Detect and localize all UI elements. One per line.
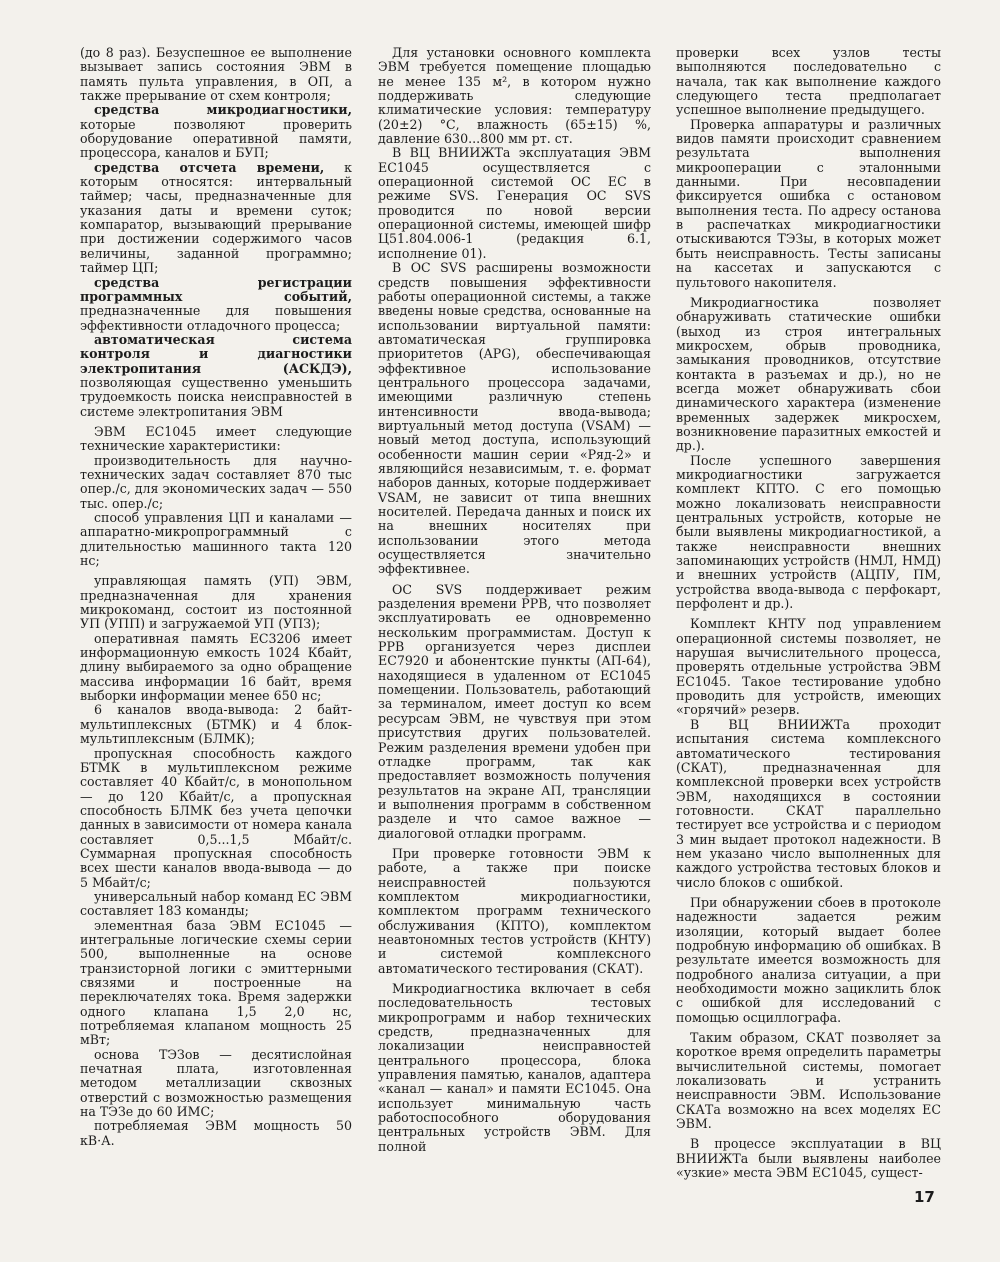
text-column-2 xyxy=(378,46,651,1154)
text-column-1 xyxy=(80,46,352,1148)
paragraph-text: которые позволяют проверить оборудование оперативной памяти, процессора, каналов и БУП; xyxy=(80,116,352,161)
paragraph xyxy=(676,296,941,454)
paragraph-bold-lead: средства микродиагностики, xyxy=(94,102,352,118)
paragraph xyxy=(80,511,352,568)
paragraph-text: (до 8 раз). Безуспешное ее выполнение вызывает запись состояния ЭВМ в память пульта управления, в ОП, а также прерывание от схем контроля; xyxy=(80,45,352,104)
paragraph-text: управляющая память (УП) ЭВМ, предназначенная для хранения микрокоманд, состоит из постоянной УП (УПП) и загружаемой УП (УПЗ); xyxy=(80,573,352,632)
paragraph xyxy=(378,982,651,1154)
paragraph-text: Таким образом, СКАТ позволяет за короткое время определить параметры вычислительной системы, помогает локализовать и устранить неисправности ЭВМ. Использование СКАТа возможно на всех моделях ЕС ЭВМ. xyxy=(676,1030,941,1132)
paragraph xyxy=(80,1048,352,1120)
paragraph xyxy=(676,896,941,1025)
paragraph xyxy=(80,46,352,103)
paragraph xyxy=(378,583,651,841)
paragraph-text: Микродиагностика включает в себя последовательность тестовых микропрограмм и набор технических средств, предназначенных для локализации неисправностей центрального процессора, блока управления памятью, каналов, адаптера «канал — канал» и памяти ЕС1045. Она использует минимальную часть работоспособного оборудования центральных устройств ЭВМ. Для полной xyxy=(378,981,651,1154)
paragraph-text: потребляемая ЭВМ мощность 50 кВ·А. xyxy=(80,1118,352,1148)
paragraph-text: ОС SVS поддерживает режим разделения времени РРВ, что позволяет эксплуатировать ее одновременно нескольким программистам. Доступ к РРВ организуется через дисплеи ЕС7920 и абонентские пункты (АП-64), находящиеся в удаленном от ЕС1045 помещении. Пользователь, работающий за терминалом, имеет доступ ко всем ресурсам ЭВМ, не чувствуя при этом присутствия других пользователей. Режим разделения времени удобен при отладке программ, так как предоставляет возможность получения результатов на экране АП, трансляции и выполнения программ в собственном разделе и что самое важное — диалоговой отладки программ. xyxy=(378,581,651,841)
paragraph xyxy=(80,919,352,1048)
paragraph xyxy=(80,747,352,890)
paragraph xyxy=(80,890,352,919)
paragraph xyxy=(676,617,941,717)
paragraph-text: Микродиагностика позволяет обнаруживать статические ошибки (выход из строя интегральных микросхем, обрыв проводника, замыкания проводников, отсутствие контакта в разъемах и др.), но не всегда может обнаруживать сбои динамического характера (изменение временных задержек микросхем, возникновение паразитных емкостей и др.). xyxy=(676,294,941,454)
paragraph xyxy=(378,261,651,577)
paragraph xyxy=(676,718,941,890)
paragraph-text: Комплект КНТУ под управлением операционной системы позволяет, не нарушая вычислительного процесса, проверять отдельные устройства ЭВМ ЕС1045. Такое тестирование удобно проводить для устройств, имеющих «горячий» резерв. xyxy=(676,616,941,718)
paragraph xyxy=(80,425,352,454)
paragraph-text: позволяющая существенно уменьшить трудоемкость поиска неисправностей в системе электропитания ЭВМ xyxy=(80,374,352,419)
text-column-3 xyxy=(676,46,941,1180)
paragraph-text: При обнаружении сбоев в протоколе надежности задается режим изоляции, который выдает более подробную информацию об ошибках. В результате имеется возможность для подробного анализа ситуации, а при необходимости можно зациклить блок с ошибкой для исследований с помощью осциллографа. xyxy=(676,894,941,1025)
paragraph-text: пропускная способность каждого БТМК в мультиплексном режиме составляет 40 Кбайт/с, в монопольном — до 120 Кбайт/с, а пропускная способность БЛМК без учета цепочки данных в зависимости от номера канала составляет 0,5...1,5 Мбайт/с. Суммарная пропускная способность всех шести каналов ввода-вывода — до 5 Мбайт/с; xyxy=(80,745,352,890)
paragraph xyxy=(80,161,352,276)
paragraph-text: В процессе эксплуатации в ВЦ ВНИИЖТа были выявлены наиболее «узкие» места ЭВМ ЕС1045, сущест- xyxy=(676,1136,941,1181)
paragraph xyxy=(378,847,651,976)
paragraph-text: предназначенные для повышения эффективности отладочного процесса; xyxy=(80,303,352,333)
paragraph xyxy=(676,118,941,290)
paragraph-text: способ управления ЦП и каналами — аппаратно-микропрограммный с длительностью машинного такта 120 нс; xyxy=(80,510,352,569)
paragraph-bold-lead: автоматическая система контроля и диагностики электропитания (АСКДЭ), xyxy=(80,331,352,376)
paragraph xyxy=(676,1137,941,1180)
paragraph-text: Проверка аппаратуры и различных видов памяти происходит сравнением результата выполнения микрооперации с эталонными данными. При несовпадении фиксируется ошибка с остановом выполнения теста. По адресу останова в распечатках микродиагностики отыскиваются ТЭЗы, в которых может быть неисправность. Тесты записаны на кассетах и запускаются с пультового накопителя. xyxy=(676,116,941,290)
paragraph-text: оперативная память ЕС3206 имеет информационную емкость 1024 Кбайт, длину выбираемого за одно обращение массива информации 16 байт, время выборки информации менее 650 нс; xyxy=(80,630,352,704)
paragraph-text: производительность для научно-технических задач составляет 870 тыс опер./с, для экономических задач — 550 тыс. опер./с; xyxy=(80,452,352,511)
paragraph-text: универсальный набор команд ЕС ЭВМ составляет 183 команды; xyxy=(80,888,352,919)
paragraph xyxy=(80,103,352,160)
paragraph-text: основа ТЭЗов — десятислойная печатная плата, изготовленная методом металлизации сквозных отверстий с возможностью размещения на ТЭЗе до 60 ИМС; xyxy=(80,1046,352,1120)
paragraph xyxy=(676,454,941,612)
paragraph xyxy=(378,46,651,146)
paragraph xyxy=(80,333,352,419)
paragraph-text: После успешного завершения микродиагностики загружается комплект КПТО. С его помощью можно локализовать неисправности центральных устройств, которые не были выявлены микродиагностикой, а также неисправности внешних запоминающих устройств (НМЛ, НМД) и внешних устройств (АЦПУ, ПМ, устройства ввода-вывода с перфокарт, перфолент и др.). xyxy=(676,452,941,612)
paragraph xyxy=(80,1119,352,1148)
paragraph-bold-lead: средства отсчета времени, xyxy=(94,159,325,175)
paragraph-text: 6 каналов ввода-вывода: 2 байт-мультиплексных (БТМК) и 4 блок-мультиплексным (БЛМК); xyxy=(80,702,352,747)
paragraph xyxy=(80,703,352,746)
page-number: 17 xyxy=(914,1188,935,1206)
paragraph xyxy=(676,1031,941,1131)
paragraph xyxy=(378,146,651,261)
paragraph-text: Для установки основного комплекта ЭВМ требуется помещение площадью не менее 135 м², в котором нужно поддерживать следующие климатические условия: температуру (20±2) °С, влажность (65±15) %, давление 630...800 мм рт. ст. xyxy=(378,45,651,147)
paragraph-text: В ОС SVS расширены возможности средств повышения эффективности работы операционной системы, а также введены новые средства, основанные на использовании виртуальной памяти: автоматическая группировка приоритетов (APG), обеспечивающая эффективное использование центрального процессора задачами, имеющими различную степень интенсивности ввода-вывода; виртуальный метод доступа (VSAM) — новый метод доступа, использующий особенности машин серии «Ряд-2» и являющийся независимым, т. е. формат наборов данных, которые поддерживает VSAM, не зависит от типа внешних носителей. Передача данных и поиск их на внешних носителях при использовании этого метода осуществляется значительно эффективнее. xyxy=(378,260,651,577)
paragraph xyxy=(676,46,941,118)
paragraph-text: элементная база ЭВМ ЕС1045 — интегральные логические схемы серии 500, выполненные на основе транзисторной логики с эмиттерными связями и построенные на переключателях тока. Время задержки одного клапана 1,5 2,0 нс, потребляемая клапаном мощность 25 мВт; xyxy=(80,917,352,1048)
paragraph-text: В ВЦ ВНИИЖТа эксплуатация ЭВМ ЕС1045 осуществляется с операционной системой ОС ЕС в режиме SVS. Генерация ОС SVS проводится по новой версии операционной системы, имеющей шифр Ц51.804.006-1 (редакция 6.1, исполнение 01). xyxy=(378,145,651,261)
paragraph-text: проверки всех узлов тесты выполняются последовательно с начала, так как выполнение каждого следующего теста предполагает успешное выполнение предыдущего. xyxy=(676,45,941,118)
paragraph xyxy=(80,632,352,704)
paragraph-bold-lead: средства регистрации программных событий, xyxy=(80,274,352,304)
paragraph-text: При проверке готовности ЭВМ к работе, а также при поиске неисправностей пользуются комплектом микродиагностики, комплектом программ технического обслуживания (КПТО), комплектом неавтономных тестов устройств (КНТУ) и системой комплексного автоматического тестирования (СКАТ). xyxy=(378,845,651,976)
paragraph-text: ЭВМ ЕС1045 имеет следующие технические характеристики: xyxy=(80,423,352,454)
paragraph xyxy=(80,574,352,631)
paragraph-text: В ВЦ ВНИИЖТа проходит испытания система комплексного автоматического тестирования (СКАТ), предназначенная для комплексной проверки всех устройств ЭВМ, находящихся в состоянии готовности. СКАТ параллельно тестирует все устройства и с периодом 3 мин выдает протокол надежности. В нем указано число выполненных для каждого устройства тестовых блоков и число блоков с ошибкой. xyxy=(676,716,941,890)
paragraph xyxy=(80,276,352,333)
paragraph xyxy=(80,454,352,511)
paragraph-text: к которым относятся: интервальный таймер; часы, предназначенные для указания даты и времени суток; компаратор, вызывающий прерывание при достижении содержимого часов величины, заданной программно; таймер ЦП; xyxy=(80,159,353,276)
